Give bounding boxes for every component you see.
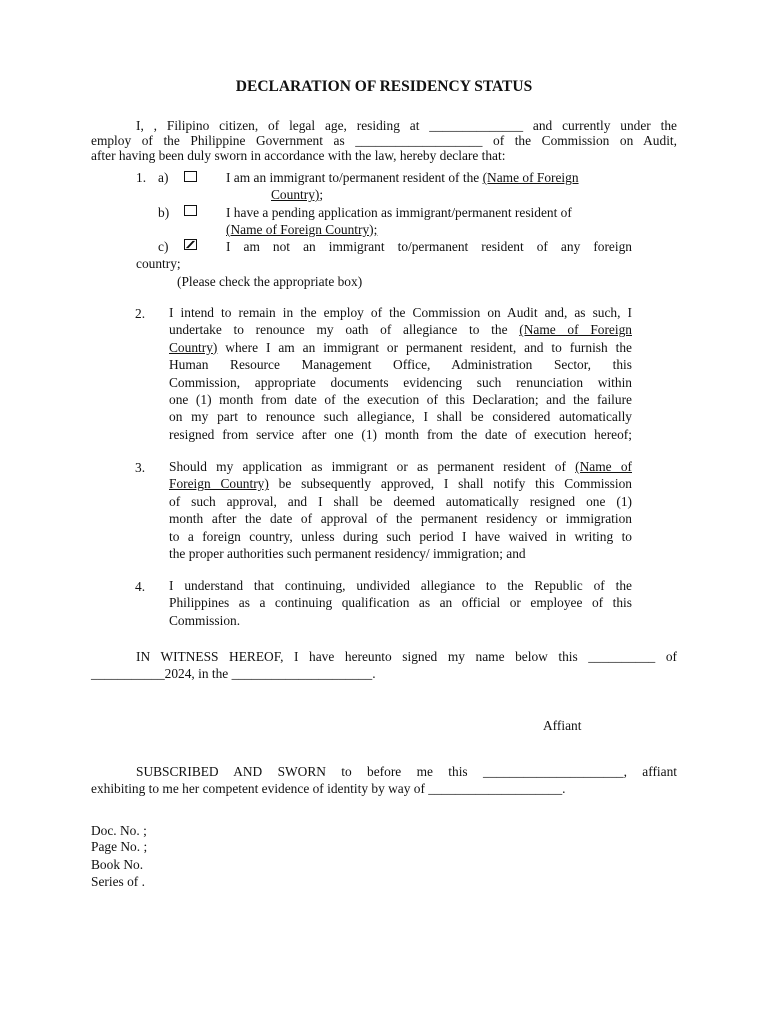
affiant-label: Affiant — [543, 718, 582, 733]
notary-series: Series of . — [91, 874, 145, 889]
item1a-text — [226, 170, 579, 185]
item3-line: the proper authorities such permanent residency/ immigration; and — [169, 545, 526, 561]
item1b-country-placeholder: (Name of Foreign Country); — [226, 222, 378, 237]
subscribed-line-1: SUBSCRIBED AND SWORN to before me this _____________________, affiant — [136, 764, 677, 779]
intro-line-2: employ of the Philippine Government as ___________________ of the Commission on Audit, — [91, 133, 677, 148]
item3-line: Foreign Country) be subsequently approved, I shall notify this Commission — [169, 476, 632, 492]
subscribed-line-2: exhibiting to me her competent evidence of identity by way of ____________________. — [91, 781, 566, 796]
item2-line: one (1) month from date of the execution of this Declaration; and the failure — [169, 391, 632, 407]
check-mark-icon — [185, 240, 196, 249]
item1c-label: c) — [158, 239, 169, 254]
item2-number: 2. — [135, 306, 146, 321]
intro-line-1: I, , Filipino citizen, of legal age, residing at ______________ and currently under the — [136, 118, 677, 133]
item1-number: 1. — [136, 170, 147, 185]
witness-line-1: IN WITNESS HEREOF, I have hereunto signed my name below this __________ of — [136, 649, 677, 664]
item1a-statement: I am an immigrant to/permanent resident of the — [226, 170, 480, 185]
item1a-tail: ; — [319, 187, 324, 202]
intro-line-3: after having been duly sworn in accordance with the law, hereby declare that: — [91, 148, 506, 163]
item2-line: Commission, appropriate documents evidencing such renunciation within — [169, 374, 632, 390]
item3-line: Should my application as immigrant or as permanent resident of (Name of — [169, 459, 632, 474]
item1a-checkbox[interactable] — [184, 171, 197, 182]
item3-line: month after the date of approval of the permanent residency or immigration — [169, 511, 632, 527]
item1a-country-placeholder: (Name of Foreign — [482, 170, 579, 185]
item1c-text-cont: country; — [136, 256, 181, 271]
item2-line: I intend to remain in the employ of the Commission on Audit and, as such, I — [169, 305, 632, 320]
item2-line: undertake to renounce my oath of allegiance to the (Name of Foreign — [169, 322, 632, 338]
item3-paragraph — [169, 458, 632, 562]
item2-paragraph — [169, 304, 632, 443]
item1a-country-placeholder-2: Country) — [271, 187, 320, 202]
document-title: DECLARATION OF RESIDENCY STATUS — [235, 78, 533, 95]
item4-number: 4. — [135, 579, 146, 594]
item1c-checkbox[interactable] — [184, 239, 197, 250]
item1c-text: I am not an immigrant to/permanent resident of any foreign — [226, 239, 632, 254]
notary-book-no: Book No. — [91, 857, 144, 872]
item1b-checkbox[interactable] — [184, 205, 197, 216]
item1a-label: a) — [158, 170, 169, 185]
notary-page-no: Page No. ; — [91, 839, 148, 854]
item1b-label: b) — [158, 205, 170, 220]
notary-doc-no: Doc. No. ; — [91, 823, 147, 838]
item1-instruction: (Please check the appropriate box) — [177, 274, 363, 289]
item3-line: to a foreign country, unless during such period I have waived in writing to — [169, 528, 632, 544]
item4-line: I understand that continuing, undivided allegiance to the Republic of the — [169, 578, 632, 593]
item1a-text-cont — [271, 187, 323, 202]
item4-line: Philippines as a continuing qualification as an official or employee of this — [169, 595, 632, 611]
witness-line-2: ___________2024, in the _____________________. — [91, 666, 376, 681]
item3-line: of such approval, and I shall be deemed automatically resigned one (1) — [169, 493, 632, 509]
item2-line: Country) where I am an immigrant or permanent resident, and to furnish the — [169, 339, 632, 355]
item2-line: on my part to renounce such allegiance, I shall be considered automatically — [169, 409, 632, 425]
item4-paragraph — [169, 577, 632, 629]
item3-number: 3. — [135, 460, 146, 475]
item2-line: Human Resource Management Office, Administration Sector, this — [169, 357, 632, 373]
item2-line: resigned from service after one (1) month from the date of execution hereof; — [169, 426, 632, 442]
item4-line: Commission. — [169, 612, 241, 628]
item1b-text: I have a pending application as immigrant/permanent resident of — [226, 205, 572, 220]
